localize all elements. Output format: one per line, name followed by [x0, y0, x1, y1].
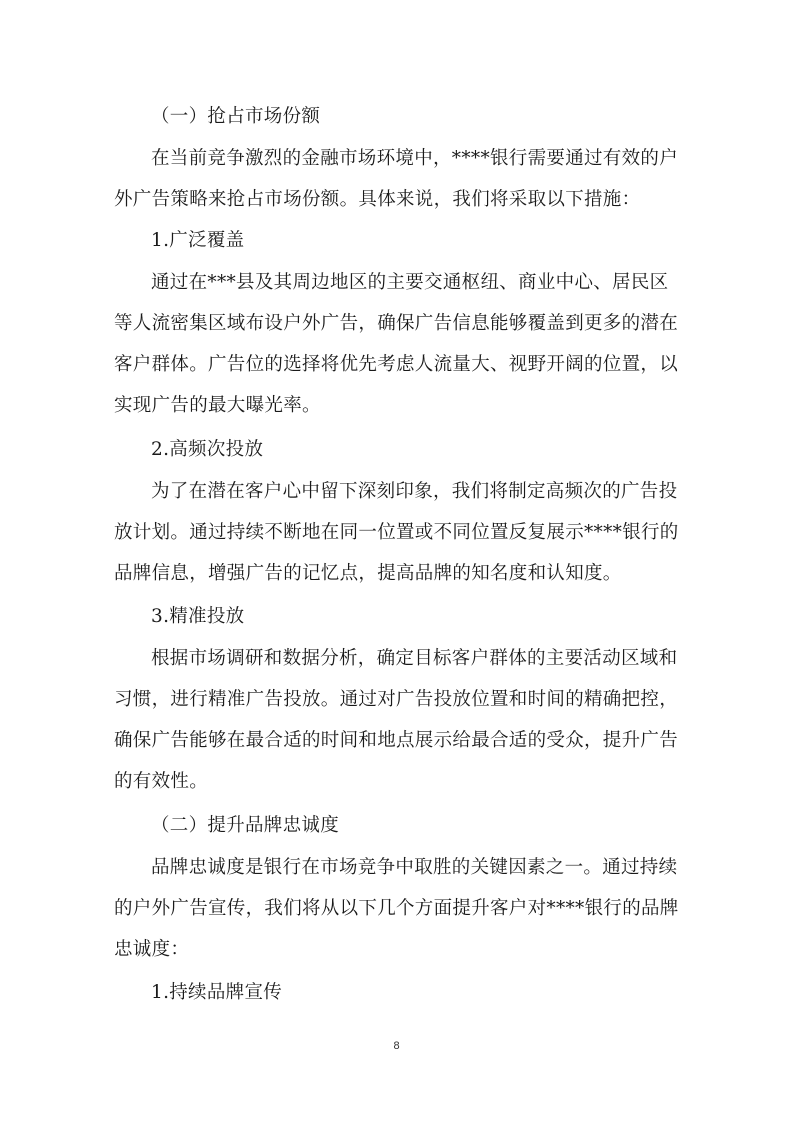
item-body-broad-coverage: 通过在***县及其周边地区的主要交通枢纽、商业中心、居民区等人流密集区域布设户外广告，确保广告信息能够覆盖到更多的潜在客户群体。广告位的选择将优先考虑人流量大、视野开阔的位置，以实现广告的最大曝光率。: [114, 272, 679, 416]
item-title-high-frequency: 2.高频次投放: [151, 439, 264, 460]
item-title-broad-coverage: 1.广泛覆盖: [151, 230, 245, 251]
section-2-intro: 品牌忠诚度是银行在市场竞争中取胜的关键因素之一。通过持续的户外广告宣传，我们将从以下几个方面提升客户对****银行的品牌忠诚度：: [114, 857, 679, 960]
section-heading-1: （一）抢占市场份额: [151, 106, 321, 127]
item-body-high-frequency: 为了在潜在客户心中留下深刻印象，我们将制定高频次的广告投放计划。通过持续不断地在同一位置或不同位置反复展示****银行的品牌信息，增强广告的记忆点，提高品牌的知名度和认知度。: [114, 481, 679, 584]
item-title-continuous-branding: 1.持续品牌宣传: [151, 982, 283, 1003]
item-body-precise-placement: 根据市场调研和数据分析，确定目标客户群体的主要活动区域和习惯，进行精准广告投放。通过对广告投放位置和时间的精确把控，确保广告能够在最合适的时间和地点展示给最合适的受众，提升广告的有效性。: [114, 648, 679, 792]
item-title-precise-placement: 3.精准投放: [151, 606, 245, 627]
section-heading-2: （二）提升品牌忠诚度: [151, 815, 340, 836]
section-1-intro: 在当前竞争激烈的金融市场环境中，****银行需要通过有效的户外广告策略来抢占市场份额。具体来说，我们将采取以下措施：: [114, 148, 679, 210]
page-number: 8: [393, 1040, 400, 1052]
